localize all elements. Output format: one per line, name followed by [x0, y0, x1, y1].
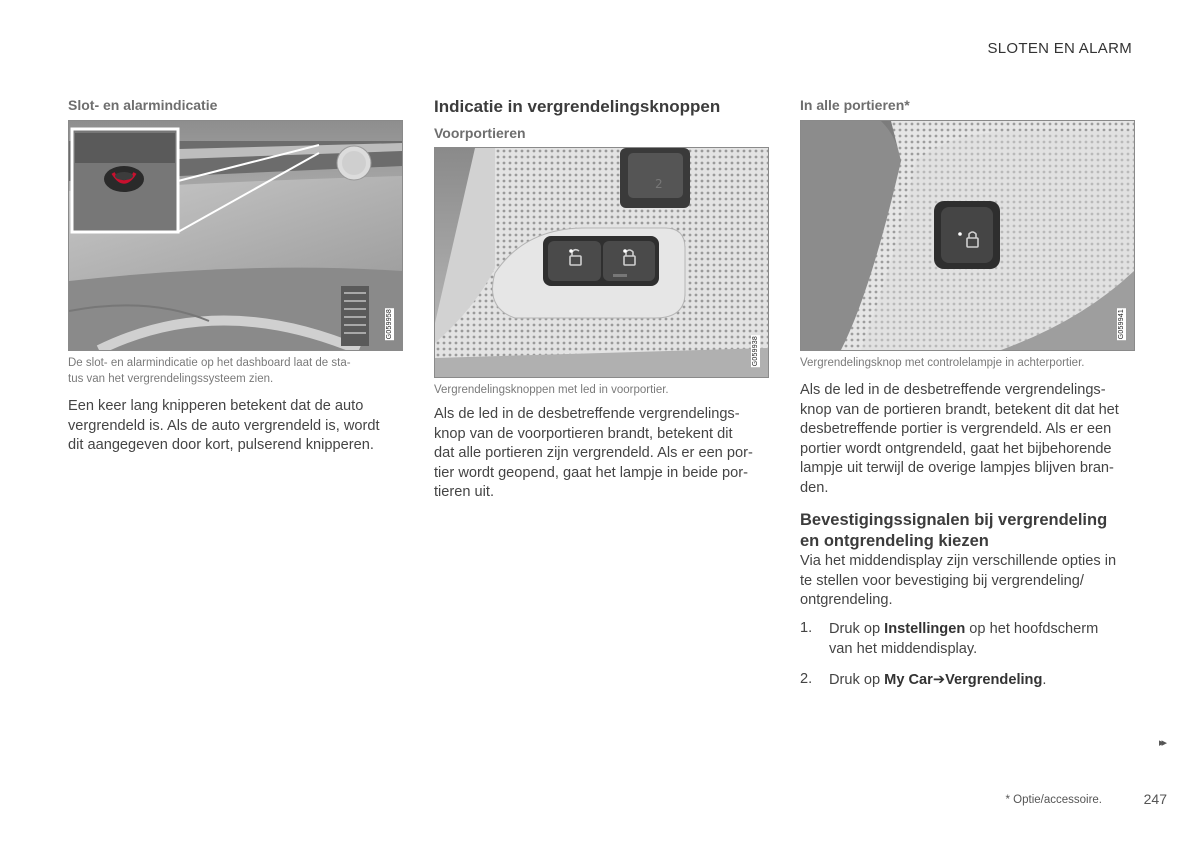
- step-text: [829, 671, 1149, 691]
- figure-dashboard-indicator: [68, 120, 403, 351]
- figure-caption: Vergrendelingsknoppen met led in voorportier.: [434, 384, 669, 396]
- svg-text:2: 2: [655, 177, 663, 191]
- arrow-right-icon: ➔: [932, 672, 946, 688]
- list-item: [800, 671, 1150, 701]
- section-heading-lock-alarm: Slot- en alarmindicatie: [68, 97, 218, 113]
- continue-next-page-icon: ▸▸: [1158, 737, 1164, 749]
- step-number: 1.: [800, 620, 813, 636]
- step-text-post: .: [1042, 672, 1047, 688]
- step-number: 2.: [800, 671, 813, 687]
- footnote: * Optie/accessoire.: [1005, 794, 1102, 806]
- page-number: 247: [1143, 791, 1167, 807]
- step-text: [829, 620, 1149, 659]
- body-paragraph: Als de led in de desbetreffende vergrendelings- knop van de voorportieren brandt, betekent dit dat alle portieren zijn vergrendeld. Als er een por- tier wordt geopend, gaat het lampje in beide por- tieren uit.: [434, 406, 753, 501]
- figure-code: G059938: [752, 335, 759, 366]
- step-text-post: op het hoofdscherm van het middendisplay.: [829, 621, 1099, 657]
- menu-label-my-car: My Car: [884, 672, 933, 688]
- body-paragraph: Een keer lang knipperen betekent dat de auto vergrendeld is. Als de auto vergrendeld is, wordt dit aangegeven door kort, pulserend knipperen.: [68, 398, 380, 454]
- figure-caption: Vergrendelingsknop met controlelampje in achterportier.: [800, 357, 1085, 369]
- section-heading-lock-buttons: Indicatie in vergrendelingsknoppen: [434, 97, 721, 116]
- list-item: [800, 620, 1150, 668]
- step-text-pre: Druk op: [829, 672, 885, 688]
- menu-label-settings: Instellingen: [884, 621, 966, 637]
- body-paragraph: Via het middendisplay zijn verschillende opties in te stellen voor bevestiging bij vergrendeling/ ontgrendeling.: [800, 553, 1117, 609]
- section-header: SLOTEN EN ALARM: [987, 40, 1132, 57]
- figure-code: G059941: [1118, 308, 1125, 339]
- figure-code: G059958: [386, 308, 393, 339]
- section-heading-all-doors: In alle portieren*: [800, 97, 910, 113]
- figure-front-door-buttons: [434, 147, 769, 378]
- step-list: [800, 620, 1150, 701]
- menu-label-locking: Vergrendeling: [945, 672, 1043, 688]
- step-text-pre: Druk op: [829, 621, 885, 637]
- figure-rear-door-button: [800, 120, 1135, 351]
- body-paragraph: Als de led in de desbetreffende vergrendelings- knop van de portieren brandt, betekent dit dat het desbetreffende portier is vergrendeld. Als er een portier wordt ontgrendeld, gaat het bijbehorende lampje uit terwijl de overige lampjes blijven bran- den.: [800, 382, 1119, 496]
- section-heading-confirmation-signals: Bevestigingssignalen bij vergrendeling en ontgrendeling kiezen: [800, 511, 1108, 550]
- figure-caption: De slot- en alarmindicatie op het dashboard laat de sta- tus van het vergrendelingssysteem zien.: [68, 357, 351, 385]
- subheading-front-doors: Voorportieren: [434, 125, 526, 141]
